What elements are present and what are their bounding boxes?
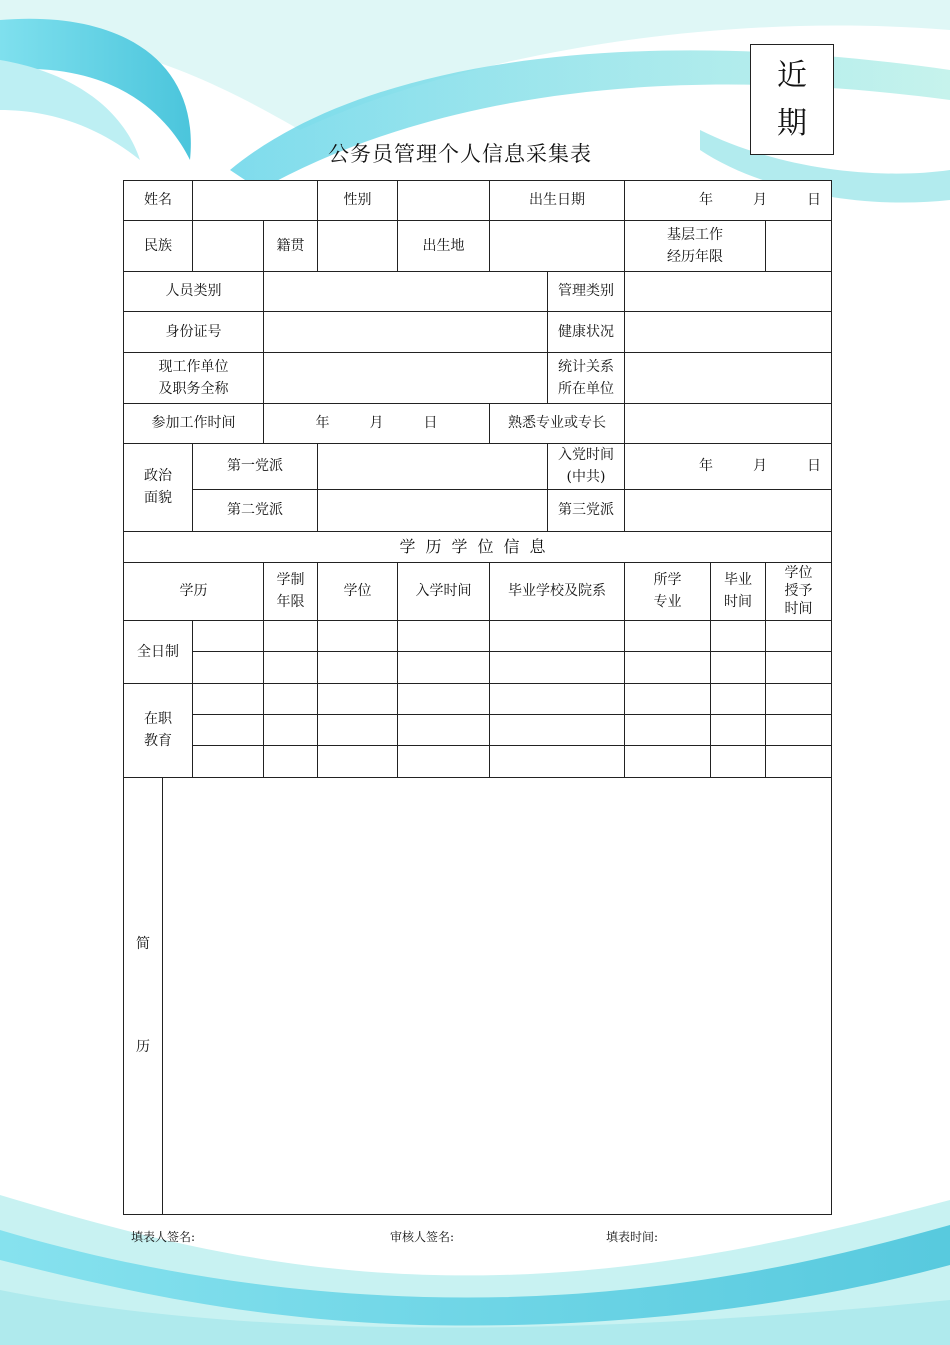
info-form <box>123 180 832 1215</box>
field-id-number[interactable] <box>264 312 548 353</box>
header-grad-date <box>711 562 766 620</box>
edu-cell[interactable] <box>398 683 490 714</box>
political-line-2: 面貌 <box>144 490 172 507</box>
join-date-line-2: (中共) <box>566 469 606 486</box>
work-unit-line-1: 现工作单位 <box>158 358 229 375</box>
edu-cell[interactable] <box>766 620 832 651</box>
field-health[interactable] <box>625 312 832 353</box>
label-political-status <box>124 444 193 532</box>
edu-cell[interactable] <box>490 745 625 777</box>
label-work-unit <box>124 353 264 404</box>
day-label: 日 <box>423 415 438 432</box>
edu-cell[interactable] <box>264 683 318 714</box>
award-line-1: 学位 <box>784 565 813 581</box>
field-name[interactable] <box>193 181 318 221</box>
day-label: 日 <box>807 192 822 209</box>
edu-cell[interactable] <box>711 620 766 651</box>
label-health: 健康状况 <box>548 312 625 353</box>
header-award-date <box>766 562 832 620</box>
field-personnel-type[interactable] <box>264 272 548 312</box>
inservice-line-2: 教育 <box>144 733 172 750</box>
inservice-line-1: 在职 <box>144 710 172 727</box>
edu-cell[interactable] <box>711 683 766 714</box>
photo-placeholder[interactable] <box>750 44 834 155</box>
header-degree-level: 学历 <box>124 562 264 620</box>
header-school: 毕业学校及院系 <box>490 562 625 620</box>
field-birth-date[interactable] <box>625 181 832 221</box>
resume-label-2: 历 <box>136 1038 150 1055</box>
education-section-title: 学历学位信息 <box>124 531 832 562</box>
edu-cell[interactable] <box>193 651 264 683</box>
edu-cell[interactable] <box>193 683 264 714</box>
edu-cell[interactable] <box>398 714 490 745</box>
label-grassroots-years <box>625 221 766 272</box>
edu-cell[interactable] <box>490 714 625 745</box>
edu-cell[interactable] <box>625 651 711 683</box>
edu-cell[interactable] <box>625 620 711 651</box>
edu-cell[interactable] <box>766 651 832 683</box>
grassroots-line-2: 经历年限 <box>667 249 723 265</box>
day-label: 日 <box>807 458 822 475</box>
political-line-1: 政治 <box>144 468 172 484</box>
resume-field[interactable] <box>163 778 831 1214</box>
award-line-3: 时间 <box>784 601 813 618</box>
label-stat-unit <box>548 353 625 404</box>
edu-cell[interactable] <box>264 620 318 651</box>
resume-label <box>124 778 163 1214</box>
edu-cell[interactable] <box>318 714 398 745</box>
edu-cell[interactable] <box>264 745 318 777</box>
edu-cell[interactable] <box>193 745 264 777</box>
filler-signature-label: 填表人签名: <box>131 1230 196 1244</box>
label-inservice <box>124 683 193 777</box>
edu-cell[interactable] <box>711 714 766 745</box>
duration-line-2: 年限 <box>276 594 305 611</box>
label-party-1: 第一党派 <box>193 444 318 490</box>
reviewer-signature-label: 审核人签名: <box>390 1230 455 1244</box>
field-party-2[interactable] <box>318 489 548 531</box>
edu-cell[interactable] <box>711 745 766 777</box>
header-enroll-date: 入学时间 <box>398 562 490 620</box>
major-line-1: 所学 <box>653 571 682 588</box>
edu-cell[interactable] <box>193 620 264 651</box>
edu-cell[interactable] <box>264 714 318 745</box>
field-grassroots-years[interactable] <box>766 221 832 272</box>
field-work-unit[interactable] <box>264 353 548 404</box>
edu-cell[interactable] <box>318 745 398 777</box>
year-label: 年 <box>315 415 330 432</box>
edu-cell[interactable] <box>625 714 711 745</box>
year-label: 年 <box>699 192 714 209</box>
resume-section <box>124 777 832 1214</box>
edu-cell[interactable] <box>264 651 318 683</box>
month-label: 月 <box>369 415 384 432</box>
page-title: 公务员管理个人信息采集表 <box>328 142 592 166</box>
header-duration <box>264 562 318 620</box>
edu-cell[interactable] <box>625 683 711 714</box>
edu-cell[interactable] <box>193 714 264 745</box>
field-work-start[interactable] <box>264 404 490 444</box>
field-ethnicity[interactable] <box>193 221 264 272</box>
field-stat-unit[interactable] <box>625 353 832 404</box>
grad-line-2: 时间 <box>724 594 752 611</box>
field-specialty[interactable] <box>625 404 832 444</box>
edu-cell[interactable] <box>490 620 625 651</box>
resume-label-1: 简 <box>136 936 150 953</box>
edu-cell[interactable] <box>766 683 832 714</box>
stat-unit-line-1: 统计关系 <box>558 358 614 375</box>
edu-cell[interactable] <box>766 714 832 745</box>
field-party-1[interactable] <box>318 444 548 490</box>
label-fulltime: 全日制 <box>124 620 193 683</box>
edu-cell[interactable] <box>398 620 490 651</box>
grassroots-line-1: 基层工作 <box>667 226 723 243</box>
edu-cell[interactable] <box>490 651 625 683</box>
grad-line-1: 毕业 <box>724 571 752 588</box>
edu-cell[interactable] <box>318 620 398 651</box>
edu-cell[interactable] <box>711 651 766 683</box>
field-native-place[interactable] <box>318 221 398 272</box>
major-line-2: 专业 <box>653 594 682 611</box>
field-birthplace[interactable] <box>490 221 625 272</box>
duration-line-1: 学制 <box>276 571 305 588</box>
label-personnel-type: 人员类别 <box>124 272 264 312</box>
label-party-2: 第二党派 <box>193 489 318 531</box>
edu-cell[interactable] <box>318 651 398 683</box>
label-management-type: 管理类别 <box>548 272 625 312</box>
label-birth-date: 出生日期 <box>490 181 625 221</box>
header-major <box>625 562 711 620</box>
signature-footer <box>0 1228 950 1248</box>
label-party-3: 第三党派 <box>548 489 625 531</box>
label-work-start: 参加工作时间 <box>124 404 264 444</box>
month-label: 月 <box>753 458 768 475</box>
month-label: 月 <box>753 192 768 209</box>
edu-cell[interactable] <box>490 683 625 714</box>
award-line-2: 授予 <box>784 583 813 600</box>
year-label: 年 <box>699 458 714 475</box>
header-degree: 学位 <box>318 562 398 620</box>
field-management-type[interactable] <box>625 272 832 312</box>
field-party-3[interactable] <box>625 489 832 531</box>
photo-label-1: 近 <box>777 57 807 93</box>
field-join-date[interactable] <box>625 444 832 490</box>
label-native-place: 籍贯 <box>264 221 318 272</box>
work-unit-line-2: 及职务全称 <box>158 381 229 397</box>
stat-unit-line-2: 所在单位 <box>558 381 614 397</box>
edu-cell[interactable] <box>318 683 398 714</box>
photo-label-2: 期 <box>777 105 807 141</box>
label-specialty: 熟悉专业或专长 <box>490 404 625 444</box>
label-birthplace: 出生地 <box>398 221 490 272</box>
field-gender[interactable] <box>398 181 490 221</box>
edu-cell[interactable] <box>625 745 711 777</box>
label-join-date <box>548 444 625 490</box>
label-gender: 性别 <box>318 181 398 221</box>
fill-date-label: 填表时间: <box>606 1230 659 1244</box>
join-date-line-1: 入党时间 <box>558 447 614 463</box>
edu-cell[interactable] <box>766 745 832 777</box>
label-id-number: 身份证号 <box>124 312 264 353</box>
label-ethnicity: 民族 <box>124 221 193 272</box>
label-name: 姓名 <box>124 181 193 221</box>
edu-cell[interactable] <box>398 745 490 777</box>
edu-cell[interactable] <box>398 651 490 683</box>
